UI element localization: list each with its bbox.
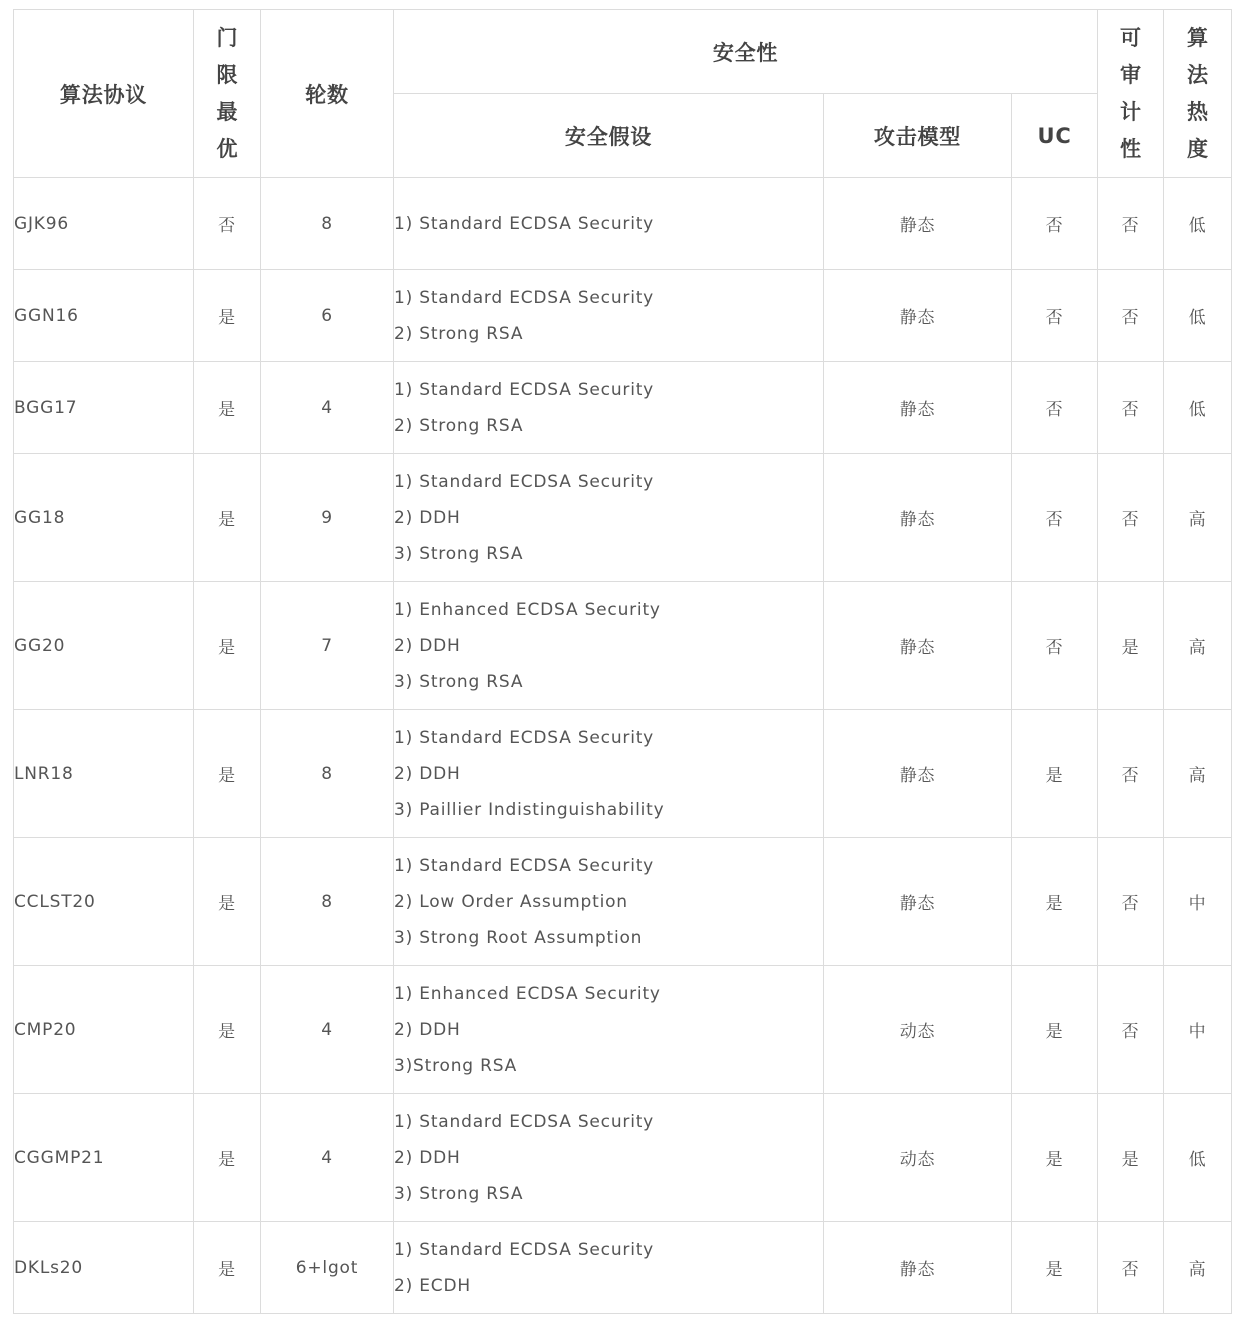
table-row bbox=[14, 1222, 1232, 1314]
assumption-line: 1) Enhanced ECDSA Security bbox=[394, 599, 661, 620]
threshold-optimal-cell: 是 bbox=[194, 1094, 261, 1222]
assumptions-cell bbox=[394, 270, 824, 362]
table-row bbox=[14, 966, 1232, 1094]
uc-cell: 是 bbox=[1012, 1222, 1098, 1314]
popularity-cell: 高 bbox=[1164, 582, 1232, 710]
assumptions-cell bbox=[394, 966, 824, 1094]
protocol-name-cell: GGN16 bbox=[14, 270, 194, 362]
popularity-cell: 高 bbox=[1164, 710, 1232, 838]
assumptions-cell bbox=[394, 838, 824, 966]
auditable-cell: 否 bbox=[1098, 710, 1164, 838]
assumptions-cell bbox=[394, 454, 824, 582]
assumptions-cell bbox=[394, 710, 824, 838]
auditable-cell: 否 bbox=[1098, 270, 1164, 362]
attack-model-cell: 静态 bbox=[824, 1222, 1012, 1314]
popularity-cell: 低 bbox=[1164, 362, 1232, 454]
assumption-line: 2) Strong RSA bbox=[394, 323, 524, 344]
protocol-name-cell: LNR18 bbox=[14, 710, 194, 838]
table-row bbox=[14, 178, 1232, 270]
assumption-line: 1) Standard ECDSA Security bbox=[394, 855, 655, 876]
uc-cell: 是 bbox=[1012, 710, 1098, 838]
uc-cell: 是 bbox=[1012, 838, 1098, 966]
header-protocol: 算法协议 bbox=[14, 10, 194, 178]
popularity-cell: 低 bbox=[1164, 1094, 1232, 1222]
attack-model-cell: 静态 bbox=[824, 362, 1012, 454]
rounds-cell: 4 bbox=[261, 362, 394, 454]
assumption-line: 2) DDH bbox=[394, 1147, 461, 1168]
table-row bbox=[14, 270, 1232, 362]
uc-cell: 是 bbox=[1012, 1094, 1098, 1222]
rounds-cell: 8 bbox=[261, 838, 394, 966]
rounds-cell: 9 bbox=[261, 454, 394, 582]
rounds-cell: 4 bbox=[261, 1094, 394, 1222]
assumption-line: 2) DDH bbox=[394, 1019, 461, 1040]
assumption-line: 1) Standard ECDSA Security bbox=[394, 1111, 655, 1132]
header-uc: UC bbox=[1012, 94, 1098, 178]
attack-model-cell: 静态 bbox=[824, 454, 1012, 582]
threshold-optimal-cell: 是 bbox=[194, 1222, 261, 1314]
assumption-line: 3) Strong RSA bbox=[394, 671, 524, 692]
uc-cell: 否 bbox=[1012, 582, 1098, 710]
auditable-cell: 否 bbox=[1098, 454, 1164, 582]
protocol-comparison-table bbox=[13, 9, 1232, 1314]
popularity-cell: 低 bbox=[1164, 178, 1232, 270]
attack-model-cell: 静态 bbox=[824, 582, 1012, 710]
table-row bbox=[14, 362, 1232, 454]
uc-cell: 是 bbox=[1012, 966, 1098, 1094]
header-auditable: 可 审 计 性 bbox=[1098, 10, 1164, 178]
protocol-name-cell: CGGMP21 bbox=[14, 1094, 194, 1222]
threshold-optimal-cell: 是 bbox=[194, 966, 261, 1094]
threshold-optimal-cell: 否 bbox=[194, 178, 261, 270]
table-header bbox=[14, 10, 1232, 178]
rounds-cell: 8 bbox=[261, 178, 394, 270]
assumption-line: 1) Standard ECDSA Security bbox=[394, 471, 655, 492]
uc-cell: 否 bbox=[1012, 454, 1098, 582]
threshold-optimal-cell: 是 bbox=[194, 270, 261, 362]
assumption-line: 2) Low Order Assumption bbox=[394, 891, 628, 912]
table-row bbox=[14, 454, 1232, 582]
assumption-line: 1) Enhanced ECDSA Security bbox=[394, 983, 661, 1004]
auditable-cell: 否 bbox=[1098, 362, 1164, 454]
table-body bbox=[14, 178, 1232, 1314]
assumption-line: 3) Paillier Indistinguishability bbox=[394, 799, 665, 820]
assumption-line: 2) ECDH bbox=[394, 1275, 471, 1296]
assumptions-cell bbox=[394, 362, 824, 454]
attack-model-cell: 静态 bbox=[824, 838, 1012, 966]
rounds-cell: 4 bbox=[261, 966, 394, 1094]
rounds-cell: 8 bbox=[261, 710, 394, 838]
uc-cell: 否 bbox=[1012, 270, 1098, 362]
attack-model-cell: 静态 bbox=[824, 710, 1012, 838]
assumptions-cell bbox=[394, 178, 824, 270]
threshold-optimal-cell: 是 bbox=[194, 710, 261, 838]
table-row bbox=[14, 582, 1232, 710]
protocol-name-cell: GJK96 bbox=[14, 178, 194, 270]
attack-model-cell: 动态 bbox=[824, 1094, 1012, 1222]
assumption-line: 1) Standard ECDSA Security bbox=[394, 213, 655, 234]
uc-cell: 否 bbox=[1012, 362, 1098, 454]
attack-model-cell: 静态 bbox=[824, 178, 1012, 270]
assumption-line: 1) Standard ECDSA Security bbox=[394, 287, 655, 308]
protocol-name-cell: GG18 bbox=[14, 454, 194, 582]
attack-model-cell: 静态 bbox=[824, 270, 1012, 362]
assumption-line: 1) Standard ECDSA Security bbox=[394, 1239, 655, 1260]
table-row bbox=[14, 838, 1232, 966]
protocol-name-cell: CMP20 bbox=[14, 966, 194, 1094]
attack-model-cell: 动态 bbox=[824, 966, 1012, 1094]
rounds-cell: 6+lgot bbox=[261, 1222, 394, 1314]
assumption-line: 3)Strong RSA bbox=[394, 1055, 518, 1076]
assumption-line: 3) Strong Root Assumption bbox=[394, 927, 643, 948]
header-rounds: 轮数 bbox=[261, 10, 394, 178]
protocol-name-cell: GG20 bbox=[14, 582, 194, 710]
protocol-name-cell: DKLs20 bbox=[14, 1222, 194, 1314]
header-attack-model: 攻击模型 bbox=[824, 94, 1012, 178]
threshold-optimal-cell: 是 bbox=[194, 582, 261, 710]
auditable-cell: 否 bbox=[1098, 966, 1164, 1094]
rounds-cell: 7 bbox=[261, 582, 394, 710]
assumption-line: 2) DDH bbox=[394, 507, 461, 528]
protocol-name-cell: BGG17 bbox=[14, 362, 194, 454]
header-popularity: 算 法 热 度 bbox=[1164, 10, 1232, 178]
header-assumptions: 安全假设 bbox=[394, 94, 824, 178]
threshold-optimal-cell: 是 bbox=[194, 838, 261, 966]
assumption-line: 1) Standard ECDSA Security bbox=[394, 379, 655, 400]
rounds-cell: 6 bbox=[261, 270, 394, 362]
popularity-cell: 高 bbox=[1164, 1222, 1232, 1314]
assumption-line: 2) DDH bbox=[394, 763, 461, 784]
assumptions-cell bbox=[394, 582, 824, 710]
popularity-cell: 低 bbox=[1164, 270, 1232, 362]
auditable-cell: 否 bbox=[1098, 1222, 1164, 1314]
auditable-cell: 否 bbox=[1098, 178, 1164, 270]
assumptions-cell bbox=[394, 1222, 824, 1314]
assumption-line: 2) DDH bbox=[394, 635, 461, 656]
header-threshold-optimal: 门 限 最 优 bbox=[194, 10, 261, 178]
popularity-cell: 高 bbox=[1164, 454, 1232, 582]
threshold-optimal-cell: 是 bbox=[194, 454, 261, 582]
assumption-line: 2) Strong RSA bbox=[394, 415, 524, 436]
header-security: 安全性 bbox=[394, 10, 1098, 94]
assumptions-cell bbox=[394, 1094, 824, 1222]
table-row bbox=[14, 710, 1232, 838]
popularity-cell: 中 bbox=[1164, 838, 1232, 966]
assumption-line: 3) Strong RSA bbox=[394, 543, 524, 564]
protocol-name-cell: CCLST20 bbox=[14, 838, 194, 966]
table-row bbox=[14, 1094, 1232, 1222]
assumption-line: 3) Strong RSA bbox=[394, 1183, 524, 1204]
auditable-cell: 是 bbox=[1098, 582, 1164, 710]
popularity-cell: 中 bbox=[1164, 966, 1232, 1094]
auditable-cell: 否 bbox=[1098, 838, 1164, 966]
threshold-optimal-cell: 是 bbox=[194, 362, 261, 454]
uc-cell: 否 bbox=[1012, 178, 1098, 270]
auditable-cell: 是 bbox=[1098, 1094, 1164, 1222]
assumption-line: 1) Standard ECDSA Security bbox=[394, 727, 655, 748]
